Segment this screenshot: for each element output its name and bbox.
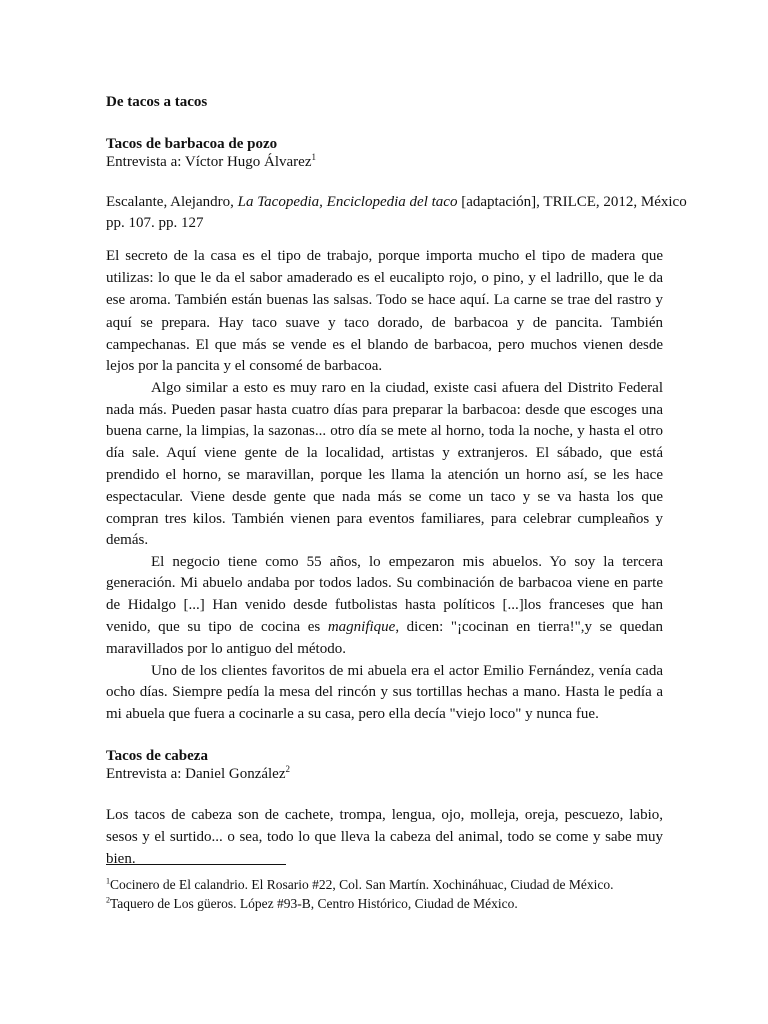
citation-line-1: [106, 192, 687, 213]
paragraph-line: espectacular. Viene desde gente que nada más se come un taco y se va hasta los que: [106, 489, 663, 505]
paragraph-line: compran tres kilos. También vienen para eventos familiares, para celebrar cumpleaños y: [106, 511, 663, 527]
footnote-2: [106, 893, 663, 914]
paragraph-line: Uno de los clientes favoritos de mi abuela era el actor Emilio Fernández, venía cada: [151, 663, 663, 679]
paragraph-line: demás.: [106, 532, 149, 548]
paragraph-line: ocho días. Siempre pedía la mesa del rincón y sus tortillas hechas a mano. Hasta le pedía a: [106, 684, 663, 700]
paragraph-line: prendido el horno, se maravillan, porque les llama la atención un horno así, se les hace: [106, 467, 663, 483]
emphasis-text: magnifique: [327, 619, 396, 635]
section-heading-cabeza: Tacos de cabeza: [106, 748, 208, 764]
footnote-ref-1: 1: [311, 152, 316, 162]
footnote-ref-2: 2: [285, 764, 291, 774]
citation-line-2: pp. 107. pp. 127: [106, 215, 204, 231]
document-title: De tacos a tacos: [106, 94, 208, 110]
footnote-1: [106, 874, 663, 895]
footnote-separator: [106, 864, 286, 865]
paragraph-line: Algo similar a esto es muy raro en la ciudad, existe casi afuera del Distrito Federal: [151, 380, 663, 396]
citation-publisher: [adaptación], TRILCE, 2012, México: [457, 194, 687, 210]
paragraph-line: día sale. Aquí viene gente de la localidad, artistas y extranjeros. El sábado, que está: [106, 445, 663, 461]
footnote-mark: 1: [106, 876, 110, 886]
paragraph-line: campechanas. El que más se vende es el blando de barbacoa, pero muchos vienen desde: [106, 337, 663, 353]
paragraph-line: de Hidalgo [...] Han venido desde futbolistas hasta políticos [...]los franceses que han: [106, 597, 663, 613]
paragraph-line: El secreto de la casa es el tipo de trabajo, porque importa mucho el tipo de madera que: [106, 248, 663, 264]
paragraph-line: buena carne, la limpias, la sazonas... otro día se mete al horno, toda la noche, y hasta el otro: [106, 423, 663, 439]
interview-name-1: Entrevista a: Víctor Hugo Álvarez: [106, 154, 312, 170]
paragraph-line: El negocio tiene como 55 años, lo empezaron mis abuelos. Yo soy la tercera: [151, 554, 663, 570]
paragraph-line: utilizas: lo que le da el sabor amaderado es el eucalipto rojo, o pino, y el ladrillo, que le da: [106, 270, 663, 286]
citation-author: Escalante, Alejandro,: [106, 194, 238, 210]
footnote-mark: 2: [106, 895, 110, 905]
paragraph-line: aquí se prepara. Hay taco suave y taco dorado, de barbacoa y de pancita. También: [106, 315, 663, 331]
footnote-text: Cocinero de El calandrio. El Rosario #22, Col. San Martín. Xochináhuac, Ciudad de México.: [110, 877, 614, 892]
paragraph-line: generación. Mi abuelo andaba por todos lados. Su combinación de barbacoa viene en parte: [106, 575, 663, 591]
paragraph-line: bien.: [106, 851, 136, 867]
paragraph-line: lejos por la pancita y el consomé de barbacoa.: [106, 358, 383, 374]
paragraph-line: [106, 617, 663, 638]
interview-line-2: [106, 764, 663, 785]
paragraph-line: maravillados por lo antiguo del método.: [106, 641, 346, 657]
paragraph-line: ese aroma. También están buenas las salsas. Todo se hace aquí. La carne se trae del rastro y: [106, 292, 663, 308]
paragraph-text: , dicen: "¡cocinan en tierra!",y se quedan: [395, 619, 663, 635]
section-heading-barbacoa: Tacos de barbacoa de pozo: [106, 136, 278, 152]
footnote-text: Taquero de Los güeros. López #93-B, Centro Histórico, Ciudad de México.: [110, 896, 518, 911]
paragraph-line: nada más. Pueden pasar hasta cuatro días para preparar la barbacoa: desde que escoges una: [106, 402, 663, 418]
paragraph-line: sesos y el surtido... o sea, todo lo que lleva la cabeza del animal, todo se come y sabe muy: [106, 829, 663, 845]
paragraph-line: Los tacos de cabeza son de cachete, trompa, lengua, ojo, molleja, oreja, pescuezo, labio,: [106, 807, 663, 823]
paragraph-line: mi abuela que fuera a cocinarle a su casa, pero ella decía "viejo loco" y nunca fue.: [106, 706, 599, 722]
interview-name-2: Entrevista a: Daniel González: [106, 766, 286, 782]
interview-line-1: [106, 152, 663, 173]
citation-book-title: La Tacopedia, Enciclopedia del taco: [237, 194, 458, 210]
paragraph-text: venido, que su tipo de cocina es: [106, 619, 328, 635]
